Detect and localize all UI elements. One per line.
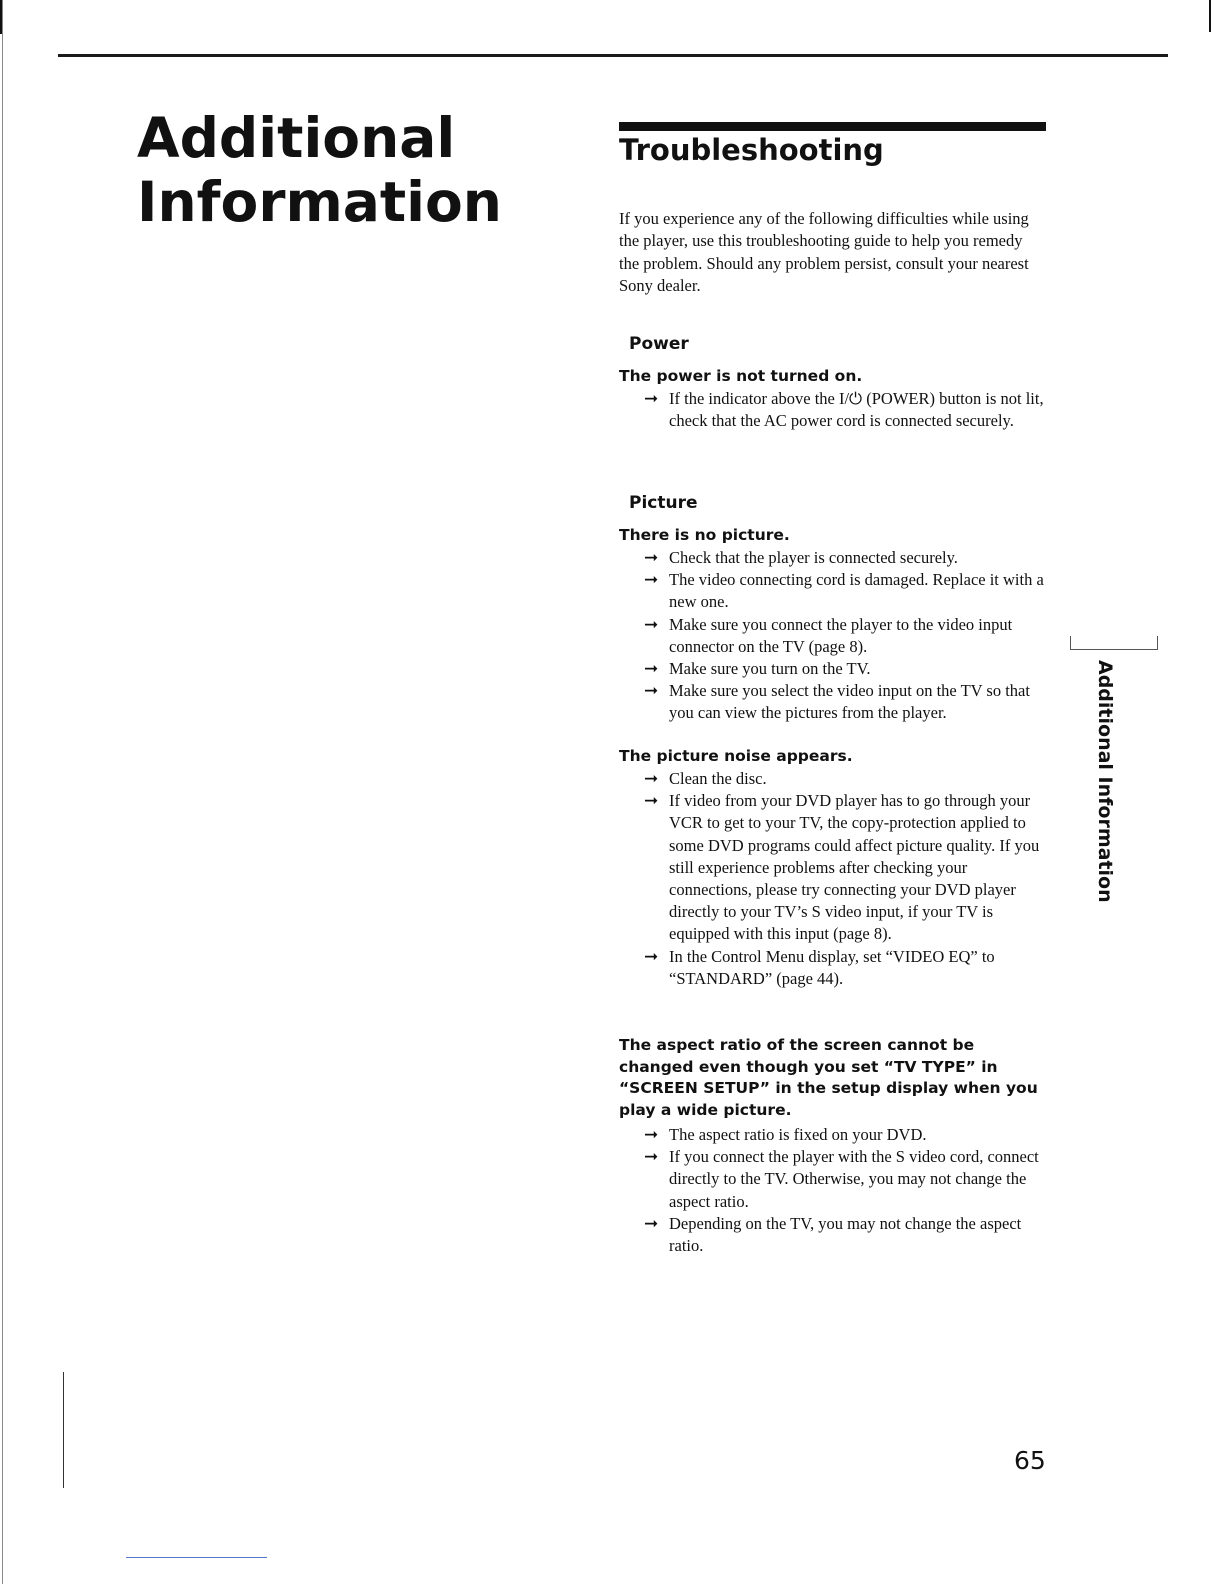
right-arrow-icon: ➞	[644, 389, 659, 409]
right-arrow-icon: ➞	[644, 659, 659, 680]
side-tab-label: Additional Information	[1094, 660, 1116, 903]
remedy-item: ➞ Make sure you connect the player to the video input connector on the TV (page 8).	[644, 614, 1013, 656]
right-arrow-icon: ➞	[644, 946, 659, 967]
crop-mark	[0, 0, 2, 34]
right-arrow-icon: ➞	[644, 1147, 659, 1168]
right-arrow-icon: ➞	[644, 570, 659, 591]
section-title: Additional Information	[137, 106, 502, 234]
right-arrow-icon: ➞	[644, 614, 659, 635]
page-title: Troubleshooting	[619, 133, 884, 167]
remedy-list	[644, 768, 1044, 990]
problem-title: The power is not turned on.	[619, 367, 863, 385]
problem-title: The picture noise appears.	[619, 747, 853, 765]
right-arrow-icon: ➞	[644, 681, 659, 702]
remedy-list	[644, 388, 1044, 432]
scan-line	[126, 1557, 267, 1558]
remedy-item: ➞ The video connecting cord is damaged. Replace it with a new one.	[644, 570, 1044, 612]
problem-title: There is no picture.	[619, 526, 790, 544]
page-number: 65	[1014, 1446, 1046, 1475]
right-arrow-icon: ➞	[644, 769, 659, 789]
problem-title: The aspect ratio of the screen cannot be changed even though you set “TV TYPE” in “SCREEN SETUP” in the setup display when you play a wide picture.	[619, 1036, 1038, 1119]
side-tab-frame	[1070, 636, 1158, 650]
page-edge	[2, 0, 3, 1584]
remedy-list	[644, 547, 1044, 725]
right-arrow-icon: ➞	[644, 791, 659, 812]
remedy-item: ➞ If you connect the player with the S video cord, connect directly to the TV. Otherwise, you may not change the aspect ratio.	[644, 1147, 1039, 1211]
right-arrow-icon: ➞	[644, 1213, 659, 1234]
remedy-item: ➞ Depending on the TV, you may not change the aspect ratio.	[644, 1213, 1022, 1256]
margin-line	[63, 1372, 64, 1488]
remedy-item: ➞ In the Control Menu display, set “VIDEO EQ” to “STANDARD” (page 44).	[644, 946, 995, 988]
remedy-item: ➞ The aspect ratio is fixed on your DVD.	[644, 1125, 927, 1145]
crop-mark	[1209, 0, 1211, 32]
remedy-item: ➞ Make sure you turn on the TV.	[644, 659, 871, 680]
remedy-list	[644, 1124, 1044, 1257]
remedy-item: ➞ Check that the player is connected securely.	[644, 548, 958, 568]
category-heading-power: Power	[629, 334, 689, 354]
side-tab	[1092, 660, 1118, 903]
remedy-item: ➞ Clean the disc.	[644, 769, 767, 789]
header-rule	[58, 54, 1168, 57]
right-arrow-icon: ➞	[644, 548, 659, 568]
category-heading-picture: Picture	[629, 493, 698, 513]
remedy-item: ➞ Make sure you select the video input on the TV so that you can view the pictures from the player.	[644, 681, 1030, 723]
right-arrow-icon: ➞	[644, 1125, 659, 1145]
intro-paragraph: If you experience any of the following difficulties while using the player, use this troubleshooting guide to help you remedy the problem. Should any problem persist, consult your nearest Sony dealer.	[619, 209, 1029, 296]
remedy-item: ➞ If the indicator above the I/⏻ (POWER) button is not lit, check that the AC power cord is connected securely.	[644, 389, 1044, 431]
remedy-item: ➞ If video from your DVD player has to go through your VCR to get to your TV, the copy-protection applied to some DVD programs could affect picture quality. If you still experience problems after checking your connections, please try connecting your DVD player directly to your TV’s S video input, if your TV is equipped with this input (page 8).	[644, 791, 1040, 944]
